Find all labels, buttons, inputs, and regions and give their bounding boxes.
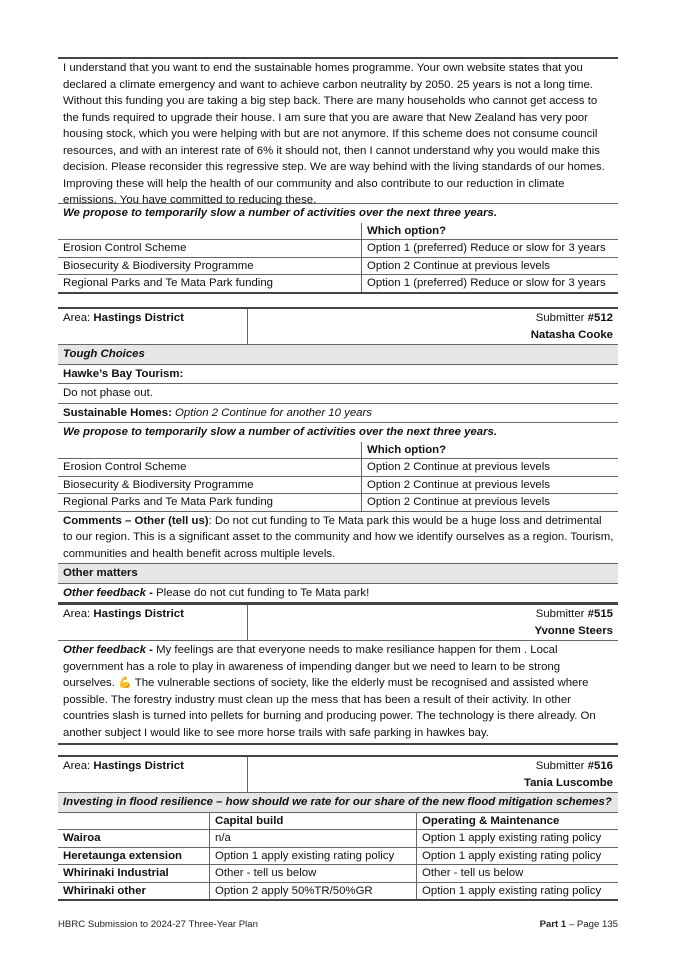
submitter-label: Submitter <box>535 760 585 772</box>
submitter-name: Yvonne Steers <box>534 624 613 637</box>
option-cell: Option 2 Continue at previous levels <box>367 259 550 272</box>
area-value: Hastings District <box>93 312 184 324</box>
submitter-name: Natasha Cooke <box>530 328 613 341</box>
submission-header <box>58 755 618 793</box>
scheme-cell: Heretaunga extension <box>58 848 210 865</box>
flood-header-row <box>58 812 618 830</box>
operating-cell: Other - tell us below <box>422 867 524 879</box>
capital-cell: n/a <box>210 830 417 847</box>
which-option-header: Which option? <box>367 443 447 456</box>
submitter-label: Submitter <box>535 312 585 324</box>
capital-cell: Option 2 apply 50%TR/50%GR <box>210 883 417 900</box>
footer-left: HBRC Submission to 2024-27 Three-Year Plan <box>58 919 258 930</box>
table-end-rule <box>58 899 618 901</box>
other-feedback-block <box>58 641 618 743</box>
submission-header <box>58 603 618 641</box>
option-cell: Option 1 (preferred) Reduce or slow for 3 years <box>367 277 606 289</box>
area-label: Area: <box>63 608 91 620</box>
comments-block <box>58 511 618 564</box>
activity-cell: Regional Parks and Te Mata Park funding <box>58 275 362 292</box>
comments-label: Comments – Other (tell us) <box>63 514 209 527</box>
footer-page <box>540 917 618 934</box>
activity-cell: Biosecurity & Biodiversity Programme <box>58 258 362 275</box>
table-row <box>58 239 618 257</box>
empty-header-cell <box>58 442 362 459</box>
top-comment-block <box>58 57 618 211</box>
operating-cell: Option 1 apply existing rating policy <box>422 884 602 897</box>
scheme-cell: Whirinaki Industrial <box>58 865 210 882</box>
table-row <box>58 847 618 865</box>
submission-512 <box>58 307 618 604</box>
flexed-biceps-icon: 💪 <box>118 677 132 689</box>
submitter-cell <box>248 309 618 344</box>
table-row <box>58 458 618 476</box>
area-cell <box>58 605 248 640</box>
submitter-name: Tania Luscombe <box>523 776 613 789</box>
option-cell: Option 2 Continue at previous levels <box>367 478 550 491</box>
empty-header-cell <box>58 813 210 830</box>
slow-header-row <box>58 223 618 240</box>
table-row <box>58 829 618 847</box>
option-cell: Option 2 Continue at previous levels <box>367 461 550 473</box>
capital-build-header: Capital build <box>210 813 417 830</box>
submission-header <box>58 307 618 345</box>
area-cell <box>58 309 248 344</box>
scheme-cell: Wairoa <box>58 830 210 847</box>
activity-cell: Erosion Control Scheme <box>58 240 362 257</box>
area-label: Area: <box>63 760 91 772</box>
sustainable-homes-line <box>58 403 618 423</box>
feedback-label: Other feedback - <box>63 586 153 599</box>
tourism-value: Do not phase out. <box>58 383 618 403</box>
other-matters-heading: Other matters <box>58 563 618 583</box>
top-comment-text: I understand that you want to end the sustainable homes programme. Your own website states that you declared a climate emergency and want to achieve carbon neutrality by 2050. 25 years is not a long time. Without this funding you are taking a big step back. There are many households who cannot get access to the funds required to upgrade their house. I am sure that you are aware that New Zealand has very poor housing stock, which you were helping with but are not anymore. If this scheme does not consume council resources, and with an interest rate of 6% it should not, then I cannot understand why you would make this decision. Please reconsider this regressive step. We are way behind with the living standards of our homes. Improving these will help the health of our community and also contribute to our reduction in climate emissions. You have committed to reducing these. <box>63 62 605 206</box>
area-cell <box>58 757 248 792</box>
area-value: Hastings District <box>93 608 184 620</box>
table-row <box>58 274 618 292</box>
capital-cell: Other - tell us below <box>210 865 417 882</box>
submitter-number: #516 <box>587 760 613 772</box>
which-option-header: Which option? <box>367 224 447 237</box>
slow-heading: We propose to temporarily slow a number of activities over the next three years. <box>58 203 618 223</box>
feedback-text-2: The vulnerable sections of society, like the elderly must be recognised and assisted where possible. The forestry industry must clean up the mess that has been a result of their activity. In other countries slash is turned into pellets for burning and producing power. The technology is there already. On another subject I would like to see more horse trails with safe parking in hawkes bay. <box>63 677 596 739</box>
scheme-cell: Whirinaki other <box>58 883 210 900</box>
tourism-label: Hawke’s Bay Tourism: <box>58 364 618 384</box>
operating-header: Operating & Maintenance <box>422 814 560 827</box>
operating-cell: Option 1 apply existing rating policy <box>422 849 602 862</box>
flood-resilience-heading: Investing in flood resilience – how should we rate for our share of the new flood mitigation schemes? <box>58 793 618 812</box>
comments-text: : Do not cut funding to Te Mata park this would be a huge loss and detrimental to our region. This is a significant asset to the community and how we identify ourselves as a region. Tourism, communities and health benefit across multiple levels. <box>63 514 614 560</box>
table-end-rule <box>58 292 618 294</box>
capital-cell: Option 1 apply existing rating policy <box>210 848 417 865</box>
area-label: Area: <box>63 312 91 324</box>
other-feedback-line <box>58 583 618 603</box>
submitter-label: Submitter <box>535 608 585 620</box>
option-cell: Option 1 (preferred) Reduce or slow for 3 years <box>367 242 606 254</box>
table-row <box>58 864 618 882</box>
submission-end-rule <box>58 743 618 745</box>
table-row <box>58 493 618 511</box>
submitter-cell <box>248 605 618 640</box>
tough-choices-heading: Tough Choices <box>58 345 618 364</box>
footer-page-number: – Page 135 <box>566 919 618 930</box>
sustainable-homes-label: Sustainable Homes: <box>63 406 172 419</box>
activity-cell: Biosecurity & Biodiversity Programme <box>58 477 362 494</box>
table-row <box>58 882 618 900</box>
empty-header-cell <box>58 223 362 240</box>
slow-header-row <box>58 442 618 459</box>
submitter-cell <box>248 757 618 792</box>
area-value: Hastings District <box>93 760 184 772</box>
option-cell: Option 2 Continue at previous levels <box>367 496 550 508</box>
slow-activities-table-1 <box>58 203 618 294</box>
sustainable-homes-value: Option 2 Continue for another 10 years <box>175 406 372 419</box>
activity-cell: Regional Parks and Te Mata Park funding <box>58 494 362 511</box>
feedback-text: Please do not cut funding to Te Mata park! <box>156 586 370 599</box>
submitter-number: #515 <box>587 608 613 620</box>
activity-cell: Erosion Control Scheme <box>58 459 362 476</box>
submission-515 <box>58 603 618 745</box>
submission-516 <box>58 755 618 901</box>
table-row <box>58 476 618 494</box>
slow-heading: We propose to temporarily slow a number of activities over the next three years. <box>58 422 618 442</box>
feedback-text-1: My feelings are that everyone needs to make resiliance happen for them . Local government has a role to play in awareness of impending danger but we need to learn to be strong ourselves. <box>63 644 561 689</box>
table-row <box>58 257 618 275</box>
submitter-number: #512 <box>587 312 613 324</box>
footer-part: Part 1 <box>539 919 567 930</box>
operating-cell: Option 1 apply existing rating policy <box>422 832 602 844</box>
feedback-label: Other feedback - <box>63 644 153 656</box>
